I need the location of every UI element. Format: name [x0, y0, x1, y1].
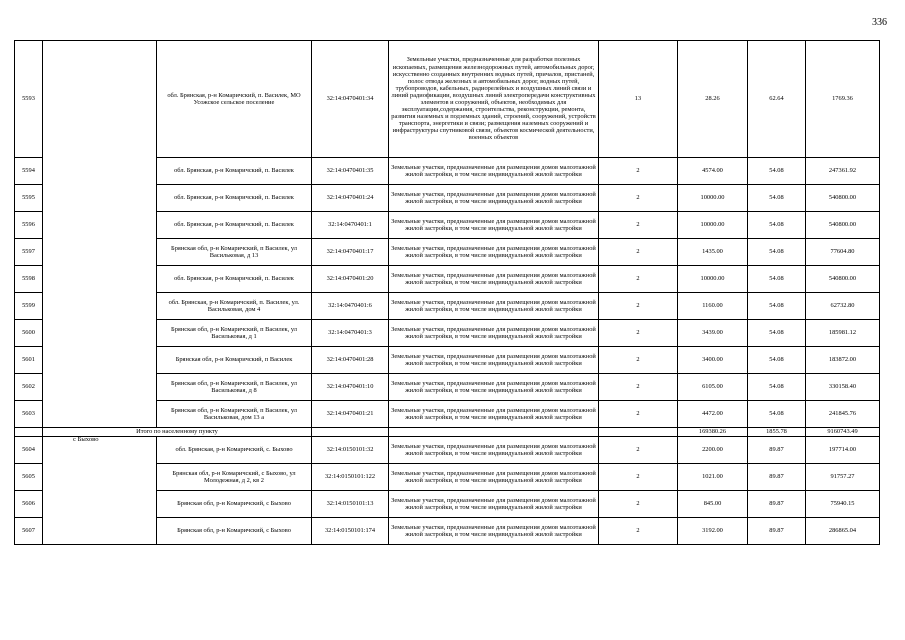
settlement-cell	[43, 41, 157, 428]
use-group: 2	[599, 401, 678, 428]
land-use-description: Земельные участки, предназначенные для размещения домов малоэтажной жилой застройки, в том числе индивидуальной жилой застройки	[389, 266, 599, 293]
use-group: 2	[599, 347, 678, 374]
cadastral-number: 32:14:0150101:122	[312, 464, 389, 491]
address-cell: обл. Брянская, р-н Комаричский, п. Василек	[157, 185, 312, 212]
address-cell: обл. Брянская, р-н Комаричский, с. Быхово	[157, 437, 312, 464]
cadastral-value: 185981.12	[806, 320, 880, 347]
cadastral-value: 91757.27	[806, 464, 880, 491]
address-cell: обл. Брянская, р-н Комаричский, п. Василек	[157, 212, 312, 239]
table-row	[15, 437, 880, 464]
area-value: 4574.00	[678, 158, 748, 185]
cadastral-value: 77604.80	[806, 239, 880, 266]
cadastral-value: 540800.00	[806, 266, 880, 293]
row-number: 5593	[15, 41, 43, 158]
cadastral-number: 32:14:0470401:10	[312, 374, 389, 401]
cadastral-value: 1769.36	[806, 41, 880, 158]
area-value: 1435.00	[678, 239, 748, 266]
cadastral-number: 32:14:0470401:1	[312, 212, 389, 239]
row-number: 5602	[15, 374, 43, 401]
cadastral-value: 75940.15	[806, 491, 880, 518]
row-number: 5603	[15, 401, 43, 428]
row-number: 5594	[15, 158, 43, 185]
specific-value: 54.08	[748, 374, 806, 401]
subtotal-blank	[15, 428, 43, 437]
use-group: 2	[599, 374, 678, 401]
area-value: 6105.00	[678, 374, 748, 401]
specific-value: 89.87	[748, 464, 806, 491]
cadastral-number: 32:14:0470401:28	[312, 347, 389, 374]
row-number: 5606	[15, 491, 43, 518]
cadastral-number: 32:14:0470401:3	[312, 320, 389, 347]
cadastral-number: 32:14:0470401:24	[312, 185, 389, 212]
area-value: 10000.00	[678, 212, 748, 239]
specific-value: 89.87	[748, 437, 806, 464]
area-value: 4472.00	[678, 401, 748, 428]
specific-value: 54.08	[748, 347, 806, 374]
land-use-description: Земельные участки, предназначенные для размещения домов малоэтажной жилой застройки, в том числе индивидуальной жилой застройки	[389, 464, 599, 491]
address-cell: Брянская обл, р-н Комаричский, с Быхово	[157, 518, 312, 545]
cadastral-number: 32:14:0470401:21	[312, 401, 389, 428]
subtotal-label: Итого по населенному пункту	[43, 428, 312, 437]
land-use-description: Земельные участки, предназначенные для разработки полезных ископаемых, размещения железнодорожных путей, автомобильных дорог, искусственно созданных внутренних водных путей, причалов, пристаней, полос отвода железных и автомобильных дорог, водных путей, трубопроводов, кабельных, радиорелейных и воздушных линий связи и линий радиофикации, воздушных линий электропередачи конструктивных элементов и сооружений, объектов, необходимых для эксплуатации,содержания, строительства, реконструкции, ремонта, развития наземных и подземных зданий, строений, сооружений, устройств транспорта, энергетики и связи; размещения наземных сооружений и инфраструктуры спутниковой связи, объектов космической деятельности, военных объектов	[389, 41, 599, 158]
land-use-description: Земельные участки, предназначенные для размещения домов малоэтажной жилой застройки, в том числе индивидуальной жилой застройки	[389, 491, 599, 518]
cadastral-number: 32:14:0150101:174	[312, 518, 389, 545]
use-group: 2	[599, 437, 678, 464]
land-use-description: Земельные участки, предназначенные для размещения домов малоэтажной жилой застройки, в том числе индивидуальной жилой застройки	[389, 518, 599, 545]
cadastral-number: 32:14:0150101:13	[312, 491, 389, 518]
specific-value: 89.87	[748, 518, 806, 545]
use-group: 2	[599, 185, 678, 212]
land-use-description: Земельные участки, предназначенные для размещения домов малоэтажной жилой застройки, в том числе индивидуальной жилой застройки	[389, 293, 599, 320]
specific-value: 54.08	[748, 158, 806, 185]
land-use-description: Земельные участки, предназначенные для размещения домов малоэтажной жилой застройки, в том числе индивидуальной жилой застройки	[389, 347, 599, 374]
land-use-description: Земельные участки, предназначенные для размещения домов малоэтажной жилой застройки, в том числе индивидуальной жилой застройки	[389, 374, 599, 401]
cadastral-number: 32:14:0150101:32	[312, 437, 389, 464]
address-cell: Брянская обл, р-н Комаричский, п Василек, ул Васильковая, д 1	[157, 320, 312, 347]
subtotal-row	[15, 428, 880, 437]
land-use-description: Земельные участки, предназначенные для размещения домов малоэтажной жилой застройки, в том числе индивидуальной жилой застройки	[389, 320, 599, 347]
land-use-description: Земельные участки, предназначенные для размещения домов малоэтажной жилой застройки, в том числе индивидуальной жилой застройки	[389, 437, 599, 464]
area-value: 3400.00	[678, 347, 748, 374]
row-number: 5601	[15, 347, 43, 374]
address-cell: обл. Брянская, р-н Комаричский, п. Василек	[157, 158, 312, 185]
subtotal-blank	[312, 428, 389, 437]
cadastral-number: 32:14:0470401:20	[312, 266, 389, 293]
address-cell: обл. Брянская, р-н Комаричский, п. Василек, ул. Васильковая, дом 4	[157, 293, 312, 320]
specific-value: 54.08	[748, 401, 806, 428]
cadastral-value: 197714.00	[806, 437, 880, 464]
area-value: 10000.00	[678, 185, 748, 212]
cadastral-number: 32:14:0470401:35	[312, 158, 389, 185]
use-group: 2	[599, 518, 678, 545]
address-cell: обл. Брянская, р-н Комаричский, п. Василек	[157, 266, 312, 293]
cadastral-value: 330158.40	[806, 374, 880, 401]
settlement-cell	[43, 437, 157, 545]
row-number: 5604	[15, 437, 43, 464]
cadastral-number: 32:14:0470401:17	[312, 239, 389, 266]
land-use-description: Земельные участки, предназначенные для размещения домов малоэтажной жилой застройки, в том числе индивидуальной жилой застройки	[389, 185, 599, 212]
settlement-name: с Быхово	[73, 436, 99, 443]
row-number: 5597	[15, 239, 43, 266]
use-group: 2	[599, 293, 678, 320]
use-group: 2	[599, 491, 678, 518]
row-number: 5595	[15, 185, 43, 212]
cadastral-value: 540800.00	[806, 185, 880, 212]
address-cell: Брянская обл, р-н Комаричский, п Василек	[157, 347, 312, 374]
cadastral-value: 247361.92	[806, 158, 880, 185]
subtotal-blank	[389, 428, 599, 437]
use-group: 13	[599, 41, 678, 158]
row-number: 5598	[15, 266, 43, 293]
land-use-description: Земельные участки, предназначенные для размещения домов малоэтажной жилой застройки, в том числе индивидуальной жилой застройки	[389, 401, 599, 428]
row-number: 5599	[15, 293, 43, 320]
use-group: 2	[599, 266, 678, 293]
use-group: 2	[599, 212, 678, 239]
subtotal-value: 9160743.49	[806, 428, 880, 437]
area-value: 3439.00	[678, 320, 748, 347]
specific-value: 62.64	[748, 41, 806, 158]
table-row	[15, 41, 880, 158]
land-use-description: Земельные участки, предназначенные для размещения домов малоэтажной жилой застройки, в том числе индивидуальной жилой застройки	[389, 158, 599, 185]
use-group: 2	[599, 239, 678, 266]
row-number: 5607	[15, 518, 43, 545]
specific-value: 54.08	[748, 293, 806, 320]
specific-value: 54.08	[748, 239, 806, 266]
land-use-description: Земельные участки, предназначенные для размещения домов малоэтажной жилой застройки, в том числе индивидуальной жилой застройки	[389, 239, 599, 266]
use-group: 2	[599, 464, 678, 491]
address-cell: обл. Брянская, р-н Комаричский, п. Василек, МО Усожское сельское поселение	[157, 41, 312, 158]
specific-value: 54.08	[748, 185, 806, 212]
row-number: 5600	[15, 320, 43, 347]
cadastral-value: 286865.04	[806, 518, 880, 545]
address-cell: Брянская обл, р-н Комаричский, с Быхово	[157, 491, 312, 518]
area-value: 28.26	[678, 41, 748, 158]
use-group: 2	[599, 320, 678, 347]
address-cell: Брянская обл, р-н Комаричский, п Василек, ул Васильковая, д 8	[157, 374, 312, 401]
page-number: 336	[872, 17, 887, 28]
address-cell: Брянская обл, р-н Комаричский, п Василек, ул Васильковая, дом 13 а	[157, 401, 312, 428]
area-value: 845.00	[678, 491, 748, 518]
cadastral-number: 32:14:0470401:6	[312, 293, 389, 320]
subtotal-rate: 1855.78	[748, 428, 806, 437]
area-value: 1021.00	[678, 464, 748, 491]
cadastral-value: 62732.80	[806, 293, 880, 320]
use-group: 2	[599, 158, 678, 185]
area-value: 1160.00	[678, 293, 748, 320]
specific-value: 89.87	[748, 491, 806, 518]
specific-value: 54.08	[748, 212, 806, 239]
address-cell: Брянская обл, р-н Комаричский, с Быхово, ул Молодежная, д 2, кв 2	[157, 464, 312, 491]
cadastral-value: 183872.00	[806, 347, 880, 374]
area-value: 2200.00	[678, 437, 748, 464]
address-cell: Брянская обл, р-н Комаричский, п Василек, ул Васильковая, д 13	[157, 239, 312, 266]
area-value: 10000.00	[678, 266, 748, 293]
specific-value: 54.08	[748, 266, 806, 293]
cadastral-value: 241845.76	[806, 401, 880, 428]
row-number: 5596	[15, 212, 43, 239]
area-value: 3192.00	[678, 518, 748, 545]
cadastral-value: 540800.00	[806, 212, 880, 239]
subtotal-blank	[599, 428, 678, 437]
row-number: 5605	[15, 464, 43, 491]
cadastral-number: 32:14:0470401:34	[312, 41, 389, 158]
specific-value: 54.08	[748, 320, 806, 347]
land-use-description: Земельные участки, предназначенные для размещения домов малоэтажной жилой застройки, в том числе индивидуальной жилой застройки	[389, 212, 599, 239]
subtotal-area: 169380.26	[678, 428, 748, 437]
cadastral-value-table	[14, 40, 880, 545]
